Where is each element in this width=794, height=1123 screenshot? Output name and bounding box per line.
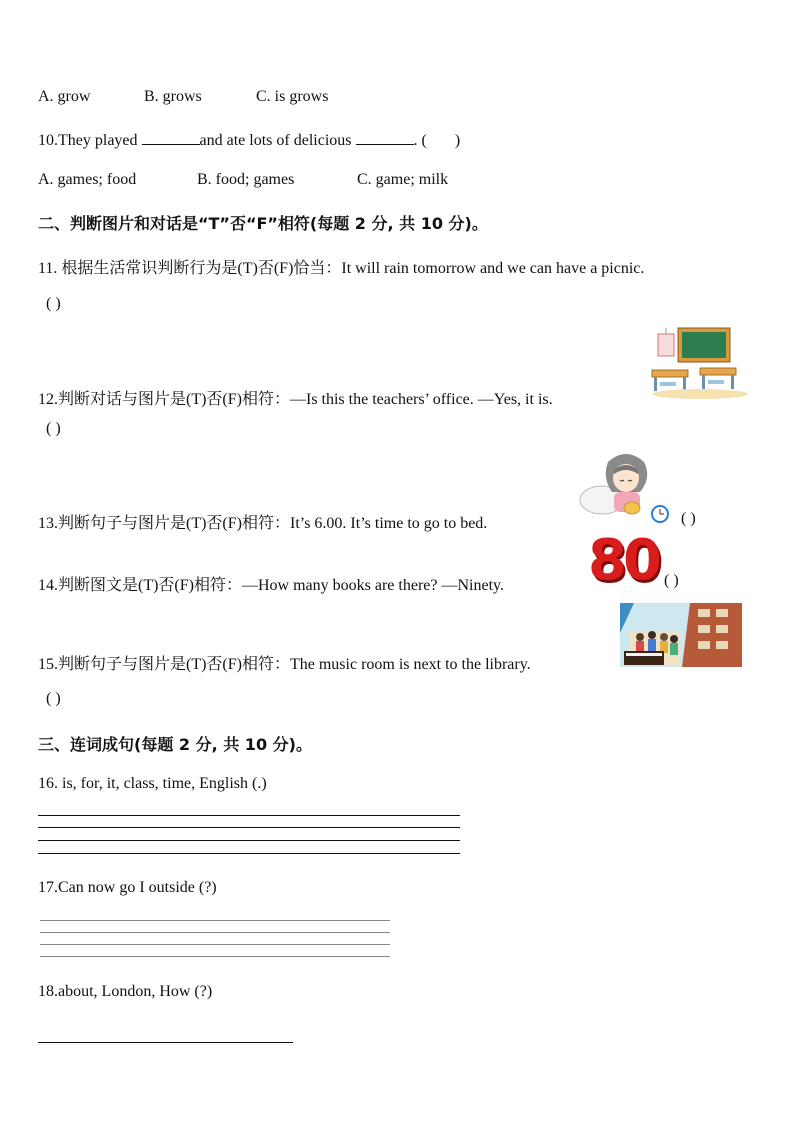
- music-room-picture: [620, 603, 742, 667]
- q9-option-b: B. grows: [144, 88, 202, 105]
- q12-answer-paren[interactable]: ( ): [46, 420, 61, 437]
- q14-answer-paren[interactable]: ( ): [664, 572, 679, 589]
- q10-option-a: A. games; food: [38, 171, 137, 188]
- q17-question: 17.Can now go I outside (?): [38, 879, 217, 896]
- q16-answer-line-3[interactable]: [38, 840, 460, 841]
- q10-options: [38, 171, 448, 189]
- q17-answer-line-4[interactable]: [40, 956, 390, 957]
- q16-question: 16. is, for, it, class, time, English (.): [38, 775, 267, 792]
- q16-answer-line-1[interactable]: [38, 815, 460, 816]
- q10-blank-2[interactable]: [356, 130, 414, 145]
- sleeping-girl-picture: [578, 448, 674, 526]
- q18-question: 18.about, London, How (?): [38, 983, 213, 1000]
- q15-answer-paren[interactable]: ( ): [46, 690, 61, 707]
- classroom-picture: [650, 326, 748, 400]
- q11-question: 11. 根据生活常识判断行为是(T)否(F)恰当：It will rain tomorrow and we can have a picnic.: [38, 260, 645, 277]
- q10-text-4: ): [454, 132, 461, 149]
- q10-text-1: 10.They played: [38, 132, 142, 149]
- q10-text-3: . (: [413, 132, 427, 149]
- q10-blank-1[interactable]: [142, 130, 200, 145]
- q10-question: [38, 130, 460, 150]
- q13-answer-paren[interactable]: ( ): [681, 510, 696, 527]
- q16-answer-line-2[interactable]: [38, 827, 460, 828]
- q10-option-c: C. game; milk: [357, 171, 449, 188]
- q9-option-a: A. grow: [38, 88, 91, 105]
- section-3-heading: 三、连词成句(每题 2 分, 共 10 分)。: [38, 735, 312, 754]
- q11-answer-paren[interactable]: ( ): [46, 295, 61, 312]
- q17-answer-line-1[interactable]: [40, 920, 390, 921]
- q17-answer-line-2[interactable]: [40, 932, 390, 933]
- q10-option-b: B. food; games: [197, 171, 295, 188]
- q9-options: [38, 88, 328, 106]
- number-80-picture: 80: [588, 528, 658, 593]
- q18-answer-line[interactable]: [38, 1042, 293, 1043]
- q10-text-2: and ate lots of delicious: [199, 132, 356, 149]
- q17-answer-line-3[interactable]: [40, 944, 390, 945]
- q13-question: 13.判断句子与图片是(T)否(F)相符：It’s 6.00. It’s time to go to bed.: [38, 515, 488, 532]
- q14-question: 14.判断图文是(T)否(F)相符：—How many books are there? —Ninety.: [38, 577, 504, 594]
- q16-answer-line-4[interactable]: [38, 853, 460, 854]
- section-2-heading: 二、判断图片和对话是“T”否“F”相符(每题 2 分, 共 10 分)。: [38, 214, 488, 233]
- q15-question: 15.判断句子与图片是(T)否(F)相符：The music room is next to the library.: [38, 656, 531, 673]
- q12-question: 12.判断对话与图片是(T)否(F)相符：—Is this the teachers’ office. —Yes, it is.: [38, 391, 553, 408]
- q9-option-c: C. is grows: [256, 88, 329, 105]
